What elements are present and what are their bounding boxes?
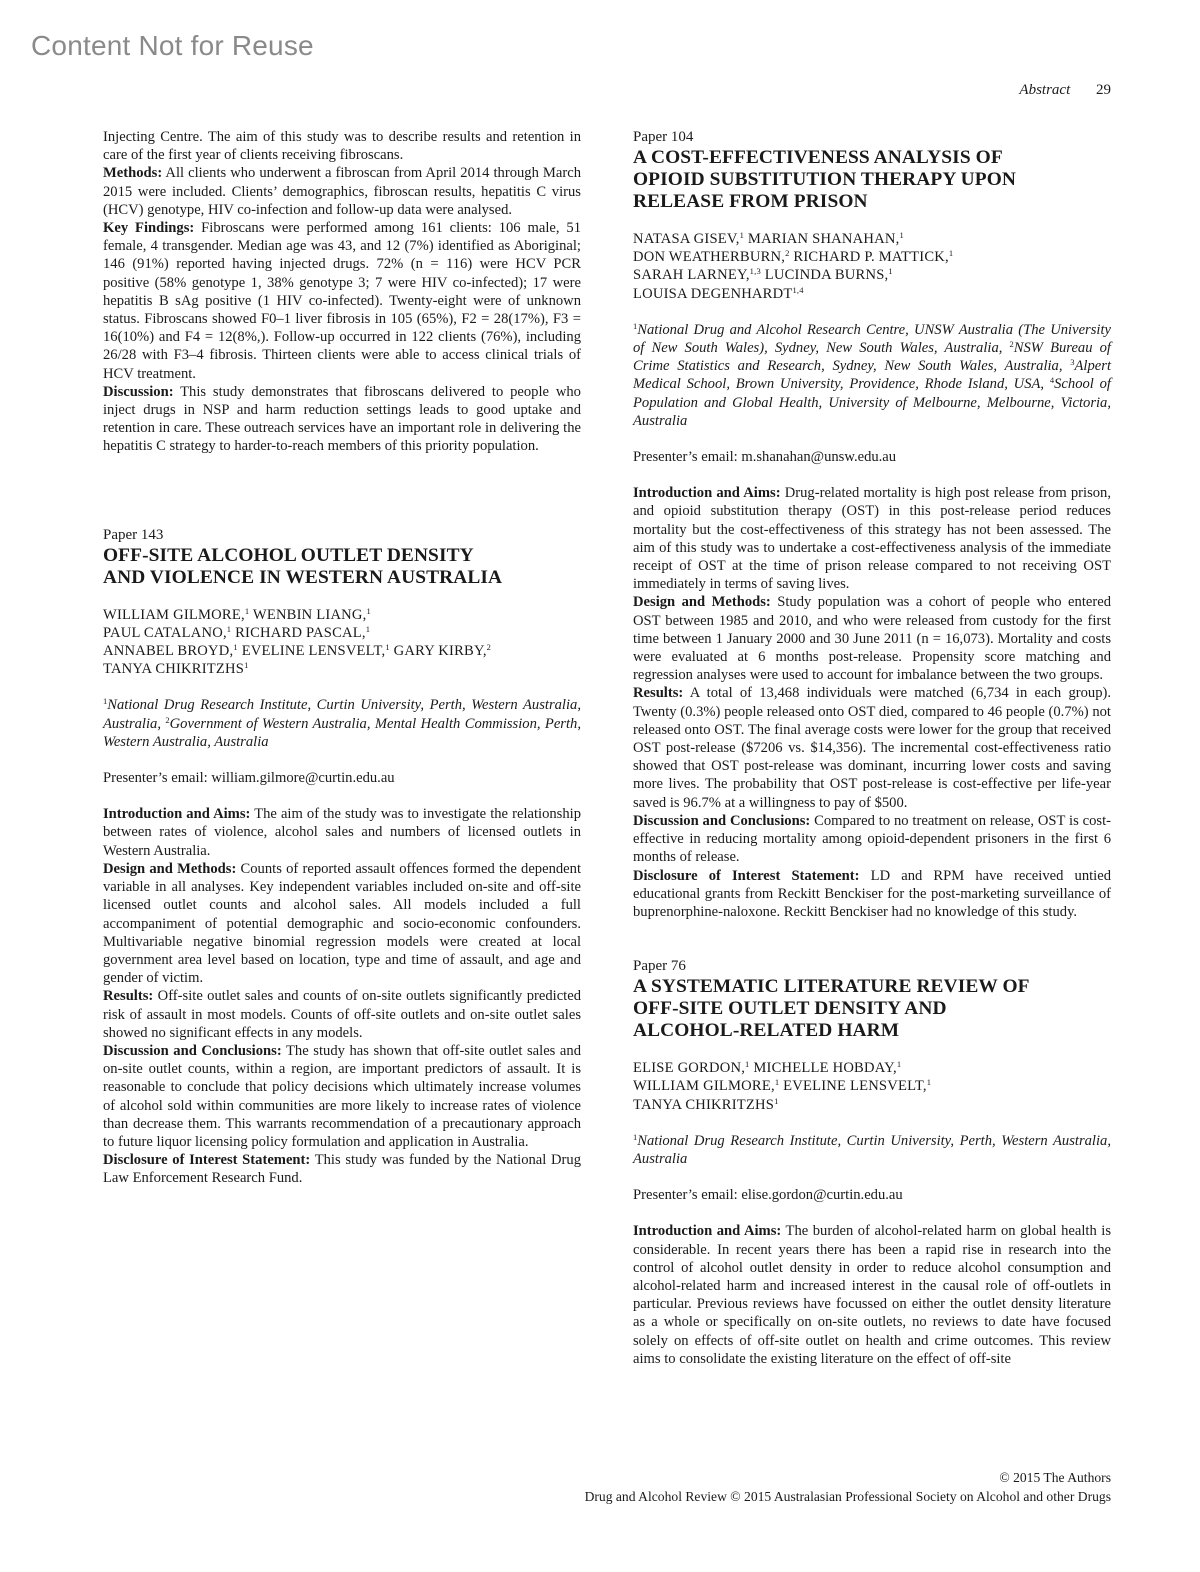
- findings-label: Key Findings:: [103, 220, 195, 237]
- author-name: EVELINE LENSVELT,: [241, 643, 386, 660]
- author-name: MARIAN SHANAHAN,: [747, 231, 900, 247]
- intro-text: Drug-related mortality is high post release from prison, and opioid substitution therapy (OST) in this post-release period reduces mortality but the cost-effectiveness of this strategy has not been assessed. The aim of this study was to undertake a cost-effectiveness analysis of the immediate receipt of OST at the time of prison release compared to not receiving OST immediately in terms of saving lives.: [633, 485, 1111, 593]
- paper-title-line: A COST-EFFECTIVENESS ANALYSIS OF: [633, 147, 1003, 168]
- page-number: 29: [1096, 82, 1111, 98]
- results-label: Results:: [103, 988, 154, 1005]
- left-column: [103, 128, 581, 1188]
- author-name: TANYA CHIKRITZHS: [103, 661, 245, 678]
- continued-abstract: [103, 128, 581, 456]
- author-line: LOUISA DEGENHARDT$^{1,4}$: [633, 284, 804, 302]
- intro-label: Introduction and Aims:: [633, 1223, 782, 1240]
- author-name: WILLIAM GILMORE,: [633, 1078, 775, 1095]
- author-name: LUCINDA BURNS,: [764, 267, 889, 284]
- running-head-section: Abstract: [1019, 82, 1071, 98]
- copyright-authors: © 2015 The Authors: [999, 1470, 1111, 1485]
- intro-section: [633, 1222, 1111, 1368]
- intro-text: The burden of alcohol-related harm on global health is considerable. In recent years there has been a rapid rise in research into the control of alcohol outlet density in order to reduce alcohol consumption and alcohol-related harm and increased interest in the causal role of off-outlets in particular. Previous reviews have focussed on either the outlet density literature as a whole or specifically on on-site outlets, no reviews to date have focused solely on effects of off-site outlet on health and crime outcomes. This review aims to consolidate the existing literature on the effect of off-site: [633, 1223, 1112, 1367]
- disclosure-text: This study was funded by the National Drug Law Enforcement Research Fund.: [103, 1152, 581, 1187]
- author-name: EVELINE LENSVELT,: [783, 1078, 927, 1095]
- disclosure-label: Disclosure of Interest Statement:: [103, 1152, 311, 1169]
- author-list: [633, 1059, 1111, 1114]
- discussion-text: This study demonstrates that fibroscans delivered to people who inject drugs in NSP and harm reduction settings leads to good uptake and retention in care. These outreach services have an important role in delivering the hepatitis C strategy to harder-to-reach members of this priority population.: [103, 383, 581, 455]
- discussion-section: [103, 1042, 581, 1151]
- discussion-text: The study has shown that off-site outlet sales and on-site outlet counts, within a region, are important predictors of assault. It is reasonable to conclude that policy decisions which ultimately increase volumes of alcohol sold within communities are more likely to increase rates of violence than decrease them. This warrants recommendation of a precautionary approach to future liquor licensing policy formulation and application in Australia.: [103, 1042, 582, 1150]
- author-line: WILLIAM GILMORE,$^1$ EVELINE LENSVELT,$^1$: [633, 1077, 932, 1095]
- page-footer: [411, 1469, 1111, 1506]
- author-name: GARY KIRBY,: [393, 643, 487, 660]
- author-line: PAUL CATALANO,$^1$ RICHARD PASCAL,$^1$: [103, 623, 371, 641]
- author-name: SARAH LARNEY,: [633, 267, 750, 284]
- continued-methods: [103, 164, 581, 219]
- author-line: TANYA CHIKRITZHS$^1$: [633, 1095, 779, 1113]
- affiliation: NSW Bureau of Crime Statistics and Research, Sydney, New South Wales, Australia,: [633, 340, 1111, 375]
- author-name: ELISE GORDON,: [633, 1060, 746, 1077]
- author-line: WILLIAM GILMORE,$^1$ WENBIN LIANG,$^1$: [103, 605, 371, 623]
- methods-label: Methods:: [103, 165, 163, 182]
- watermark: Content Not for Reuse: [31, 30, 314, 61]
- continued-intro-text: Injecting Centre. The aim of this study was to describe results and retention in care of the first year of clients receiving fibroscans.: [103, 129, 581, 164]
- paper-number: Paper 76: [633, 958, 686, 975]
- author-name: RICHARD P. MATTICK,: [793, 249, 949, 266]
- affiliation: National Drug Research Institute, Curtin University, Perth, Western Australia, Australia: [633, 1132, 1111, 1167]
- results-label: Results:: [633, 685, 684, 702]
- paper-104: [633, 128, 1111, 921]
- author-line: NATASA GISEV,$^1$ MARIAN SHANAHAN,$^1$: [633, 230, 904, 247]
- paper-title-line: A SYSTEMATIC LITERATURE REVIEW OF: [633, 976, 1030, 998]
- paper-number: Paper 104: [633, 129, 694, 145]
- author-name: TANYA CHIKRITZHS: [633, 1096, 775, 1113]
- author-name: ANNABEL BROYD,: [103, 643, 234, 660]
- results-text: A total of 13,468 individuals were matched (6,734 in each group). Twenty (0.3%) people released onto OST died, compared to 46 people (0.7%) not released onto OST. The final average costs were lower for the group that received OST post-release ($7206 vs. $14,356). The incremental cost-effectiveness ratio showed that OST post-release was dominant, incurring lower costs and saving more lives. The probability that OST post-release is cost-effective per life-year saved is 96.7% at a willingness to pay of $500.: [633, 685, 1111, 811]
- paper-title: [633, 976, 1111, 1042]
- design-section: [633, 593, 1111, 684]
- intro-section: [103, 805, 581, 860]
- paper-title-line: RELEASE FROM PRISON: [633, 191, 868, 212]
- author-list: [633, 230, 1111, 303]
- journal-copyright: Drug and Alcohol Review © 2015 Australasian Professional Society on Alcohol and other Drugs: [584, 1488, 1111, 1504]
- author-list: [103, 606, 581, 679]
- paper-title-line: OFF-SITE OUTLET DENSITY AND: [633, 998, 947, 1020]
- paper-title-line: ALCOHOL-RELATED HARM: [633, 1020, 900, 1042]
- author-line: SARAH LARNEY,$^{1,3}$ LUCINDA BURNS,$^1$: [633, 266, 893, 284]
- presenter-email: Presenter’s email: m.shanahan@unsw.edu.au: [633, 449, 897, 466]
- running-head: [1019, 82, 1111, 99]
- affiliations: $^1$National Drug Research Institute, Curtin University, Perth, Western Australia, Australia: [633, 1131, 1111, 1167]
- design-label: Design and Methods:: [103, 860, 237, 877]
- design-section: [103, 860, 581, 987]
- disclosure-section: [103, 1151, 581, 1187]
- design-text: Counts of reported assault offences formed the dependent variable in all analyses. Key independent variables included on-site and off-site licensed outlet counts and alcohol sales. All models included a full accompaniment of potential demographic and socio-economic confounders. Multivariable negative binomial regression models were created at local government area level based on location, type and time of assault, and age and gender of victim.: [103, 860, 581, 987]
- continued-findings: [103, 219, 581, 383]
- paper-title-line: OFF-SITE ALCOHOL OUTLET DENSITY: [103, 544, 474, 566]
- discussion-text: Compared to no treatment on release, OST is cost-effective in reducing mortality among opioid-dependent prisoners in the first 6 months of release.: [633, 812, 1111, 866]
- paper-143: [103, 526, 581, 1188]
- affiliation: National Drug Research Institute, Curtin University, Perth, Western Australia, Australia,: [103, 697, 581, 732]
- author-name: RICHARD PASCAL,: [235, 624, 366, 641]
- paper-76: [633, 957, 1111, 1368]
- abstract-body: [633, 484, 1111, 921]
- disclosure-text: LD and RPM have received untied educational grants from Reckitt Benckiser for the post-marketing surveillance of buprenorphine-naloxone. Reckitt Benckiser had no knowledge of this study.: [633, 867, 1112, 920]
- presenter-email: Presenter’s email: william.gilmore@curtin.edu.au: [103, 770, 395, 787]
- author-name: LOUISA DEGENHARDT: [633, 285, 793, 302]
- author-line: ANNABEL BROYD,$^1$ EVELINE LENSVELT,$^1$ GARY KIRBY,$^2$: [103, 642, 492, 660]
- intro-label: Introduction and Aims:: [633, 485, 781, 502]
- findings-text: Fibroscans were performed among 161 clients: 106 male, 51 female, 4 transgender. Median age was 43, and 12 (7%) identified as Aboriginal; 146 (91%) reported having injected drugs. 72% (n = 116) were HCV PCR positive (58% genotype 1, 38% genotype 3; 7 were HIV co-infected); 17 were hepatitis B sAg positive (1 HIV co-infected). Twenty-eight were of unknown status. Fibroscans showed F0–1 liver fibrosis in 105 (65%), F2 = 28(17%), F3 = 16(10%) and F4 = 12(8%,). Follow-up occurred in 122 clients (76%), including 26/28 with F3–4 fibrosis. Thirteen clients were able to access clinical trials of HCV treatment.: [103, 220, 581, 382]
- author-line: DON WEATHERBURN,$^2$ RICHARD P. MATTICK,$^1$: [633, 248, 954, 266]
- affiliations: $^1$National Drug and Alcohol Research Centre, UNSW Australia (The University of New South Wales), Sydney, New South Wales, Australia, $^2$NSW Bureau of Crime Statistics and Research, Sydney, New South Wales, Australia, $^3$Alpert Medical School, Brown University, Providence, Rhode Island, USA, $^4$School of Population and Global Health, University of Melbourne, Melbourne, Victoria, Australia: [633, 320, 1111, 429]
- discussion-label: Discussion and Conclusions:: [103, 1042, 282, 1059]
- affiliation: Government of Western Australia, Mental Health Commission, Perth, Western Australia, Australia: [103, 715, 581, 750]
- author-name: PAUL CATALANO,: [103, 624, 227, 641]
- methods-text: All clients who underwent a fibroscan from April 2014 through March 2015 were included. Clients’ demographics, fibroscan results, hepatitis C virus (HCV) genotype, HIV co-infection and follow-up data were analysed.: [103, 165, 582, 218]
- author-name: WENBIN LIANG,: [252, 606, 367, 623]
- author-name: DON WEATHERBURN,: [633, 249, 786, 266]
- results-section: [103, 987, 581, 1042]
- discussion-label: Discussion and Conclusions:: [633, 812, 811, 829]
- author-line: TANYA CHIKRITZHS$^1$: [103, 660, 249, 678]
- affiliation: School of Population and Global Health, University of Melbourne, Melbourne, Victoria, Australia: [633, 376, 1111, 429]
- intro-section: [633, 484, 1111, 593]
- paper-number: Paper 143: [103, 526, 164, 543]
- disclosure-label: Disclosure of Interest Statement:: [633, 867, 860, 884]
- continued-discussion: [103, 383, 581, 456]
- design-label: Design and Methods:: [633, 594, 771, 611]
- discussion-section: [633, 812, 1111, 867]
- presenter-email: Presenter’s email: elise.gordon@curtin.edu.au: [633, 1187, 903, 1204]
- paper-title-line: AND VIOLENCE IN WESTERN AUSTRALIA: [103, 566, 503, 588]
- affiliation: National Drug and Alcohol Research Centre, UNSW Australia (The University of New South Wales), Sydney, New South Wales, Australia,: [633, 321, 1111, 357]
- intro-label: Introduction and Aims:: [103, 806, 251, 823]
- paper-title: [633, 147, 1111, 213]
- author-name: WILLIAM GILMORE,: [103, 606, 245, 623]
- affiliations: $^1$National Drug Research Institute, Curtin University, Perth, Western Australia, Australia, $^2$Government of Western Australia, Mental Health Commission, Perth, Western Australia, Australia: [103, 696, 581, 750]
- discussion-label: Discussion:: [103, 383, 174, 400]
- author-name: NATASA GISEV,: [633, 231, 740, 247]
- paper-title: [103, 545, 581, 589]
- results-text: Off-site outlet sales and counts of on-site outlets significantly predicted risk of assault in most models. Counts of off-site outlets and on-site outlet sales showed no significant effects in any models.: [103, 988, 581, 1041]
- intro-text: The aim of the study was to investigate the relationship between rates of violence, alcohol sales and numbers of licensed outlets in Western Australia.: [103, 806, 582, 859]
- affiliation: Alpert Medical School, Brown University, Providence, Rhode Island, USA,: [633, 358, 1111, 393]
- abstract-body: [633, 1222, 1111, 1368]
- author-name: MICHELLE HOBDAY,: [753, 1060, 897, 1077]
- author-line: ELISE GORDON,$^1$ MICHELLE HOBDAY,$^1$: [633, 1059, 902, 1077]
- disclosure-section: [633, 867, 1111, 922]
- continued-intro: [103, 128, 581, 164]
- abstract-body: [103, 805, 581, 1187]
- design-text: Study population was a cohort of people who entered OST between 1985 and 2010, and who were released from custody for the first time between 1 January 2000 and 30 June 2011 (n = 16,073). Mortality and costs were evaluated at 6 months post-release. Propensity score matching and regression analyses were used to account for imbalance between the two groups.: [633, 594, 1112, 684]
- right-column: [633, 128, 1111, 1368]
- results-section: [633, 684, 1111, 811]
- paper-title-line: OPIOID SUBSTITUTION THERAPY UPON: [633, 169, 1017, 190]
